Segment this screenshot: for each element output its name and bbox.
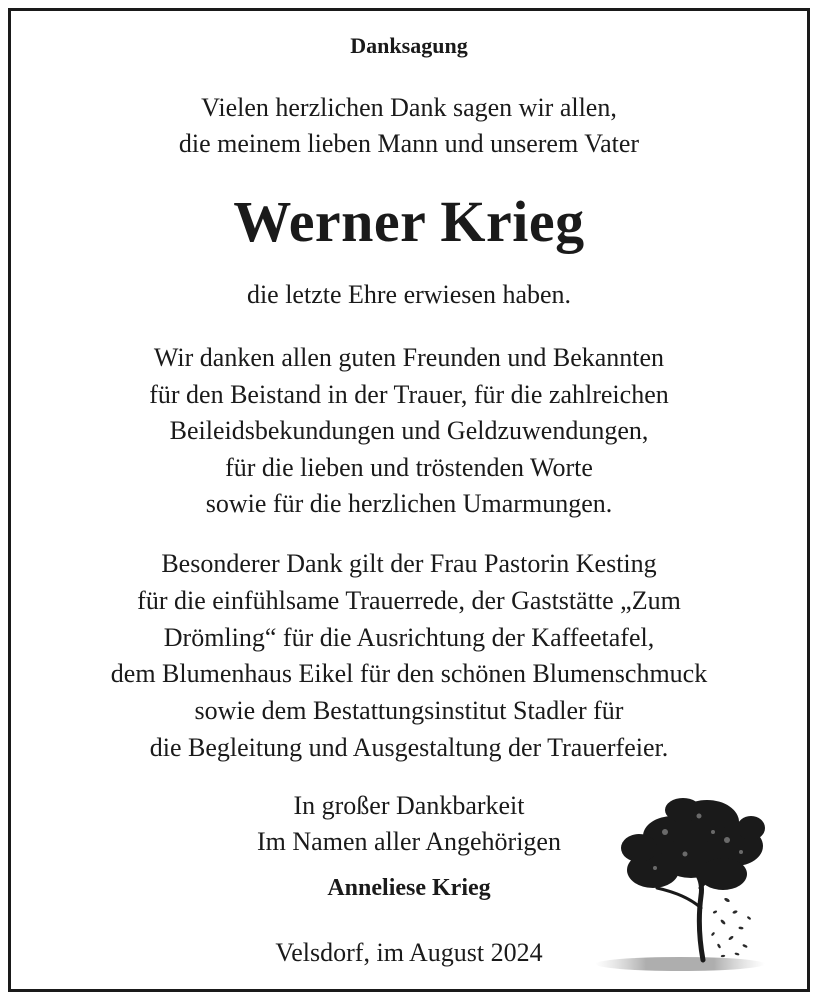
paragraph-line: Besonderer Dank gilt der Frau Pastorin Kesting (161, 549, 657, 578)
paragraph-line: für die einfühlsame Trauerrede, der Gaststätte „Zum (137, 585, 681, 615)
paragraph-line: dem Blumenhaus Eikel für den schönen Blumenschmuck (110, 659, 708, 689)
paragraph-line: Wir danken allen guten Freunden und Bekannten (153, 343, 665, 372)
paragraph-line: die Begleitung und Ausgestaltung der Trauerfeier. (149, 732, 669, 762)
intro-line: die meinem lieben Mann und unserem Vater (178, 129, 640, 158)
intro-text (0, 90, 818, 162)
intro-line: Vielen herzlichen Dank sagen wir allen, (201, 93, 617, 122)
signer-name: Anneliese Krieg (327, 875, 491, 901)
notice-heading: Danksagung (350, 33, 468, 58)
closing-line: In großer Dankbarkeit (293, 791, 525, 820)
thanks-paragraph-1 (0, 340, 818, 523)
honor-line: die letzte Ehre erwiesen haben. (246, 280, 572, 309)
paragraph-line: Drömling“ für die Ausrichtung der Kaffeetafel, (163, 622, 655, 652)
paragraph-line: für die lieben und tröstenden Worte (225, 452, 593, 482)
paragraph-line: sowie für die herzlichen Umarmungen. (205, 489, 613, 518)
thanks-paragraph-2 (0, 546, 818, 767)
deceased-name: Werner Krieg (233, 189, 585, 254)
closing-line: Im Namen aller Angehörigen (257, 827, 561, 856)
place-date: Velsdorf, im August 2024 (275, 938, 543, 967)
paragraph-line: Beileidsbekundungen und Geldzuwendungen, (169, 416, 649, 445)
paragraph-line: sowie dem Bestattungsinstitut Stadler für (194, 696, 624, 726)
paragraph-line: für den Beistand in der Trauer, für die zahlreichen (149, 379, 669, 409)
tree-with-falling-leaves-icon (595, 788, 775, 978)
